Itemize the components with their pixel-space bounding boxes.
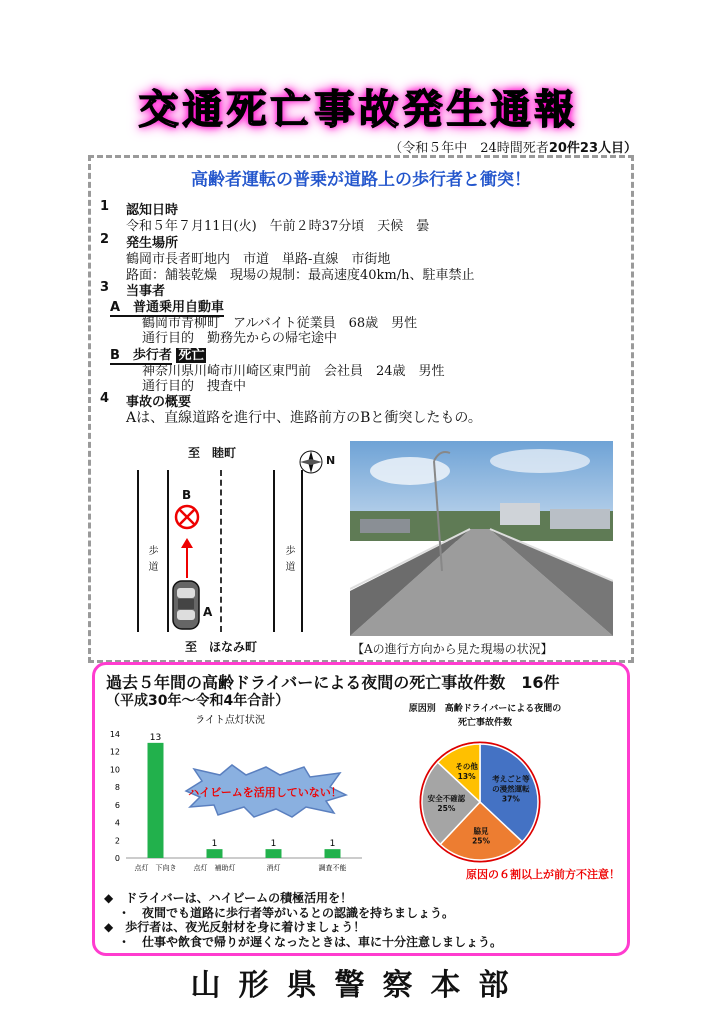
pie-slice-label: 13% bbox=[457, 772, 476, 782]
compass-north-label: N bbox=[326, 454, 336, 467]
note-4: ・ 仕事や飲食で帰りが遅くなったときは、車に十分注意しましょう。 bbox=[118, 935, 503, 949]
party-b-line1: 神奈川県川崎市川崎区東門前 会社員 24歳 男性 bbox=[142, 364, 445, 379]
bar-chart-title: ライト点灯状況 bbox=[195, 715, 265, 726]
scene-photo bbox=[350, 441, 613, 636]
sidewalk-right-label: 歩道 bbox=[283, 545, 294, 577]
pie-title bbox=[380, 702, 590, 730]
bar-chart-y-tick: 12 bbox=[109, 747, 120, 757]
section-3-num: 3 bbox=[100, 280, 110, 295]
highbeam-burst-text: ハイビームを活用していない！ bbox=[188, 786, 342, 799]
bar-chart-y-tick: 14 bbox=[109, 730, 120, 739]
road-edge-left bbox=[167, 470, 169, 632]
section-2-title: 発生場所 bbox=[126, 236, 179, 251]
bar-chart-category-label: 消灯 bbox=[266, 864, 281, 872]
section-1-title: 認知日時 bbox=[126, 203, 179, 218]
bar-chart-value-label: 1 bbox=[211, 839, 218, 850]
note-2: ・ 夜間でも道路に歩行者等がいるとの認識を持ちましょう。 bbox=[118, 906, 455, 920]
subtitle bbox=[389, 137, 637, 156]
road-edge-right bbox=[273, 470, 275, 632]
section-2-num: 2 bbox=[100, 232, 110, 247]
bar-chart-y-tick: 10 bbox=[109, 765, 120, 775]
bar-chart-y-tick: 4 bbox=[114, 818, 120, 828]
pie-slice-label: 考えごと等 bbox=[492, 774, 530, 784]
highbeam-burst bbox=[180, 763, 350, 819]
party-a-line1: 鶴岡市青柳町 アルバイト従業員 68歳 男性 bbox=[142, 316, 418, 331]
stats-title: 過去５年間の高齢ドライバーによる夜間の死亡事故件数 16件 bbox=[106, 673, 560, 692]
section-2-line1: 鶴岡市長者町地内 市道 単路-直線 市街地 bbox=[126, 252, 391, 267]
compass-icon bbox=[298, 449, 324, 475]
party-b-line2: 通行目的 捜査中 bbox=[142, 379, 247, 394]
car-label-a: A bbox=[203, 605, 213, 619]
main-title: 交通死亡事故発生通報 bbox=[138, 87, 579, 133]
pie-slice-label: その他 bbox=[455, 762, 478, 772]
bar-chart-bar bbox=[266, 849, 282, 858]
party-b-label: B 歩行者 bbox=[110, 348, 172, 363]
headline: 高齢者運転の普乗が道路上の歩行者と衝突！ bbox=[191, 170, 531, 190]
pedestrian-label-b: B bbox=[182, 488, 192, 502]
section-4-num: 4 bbox=[100, 391, 110, 406]
pie-slice-label: 37% bbox=[501, 794, 520, 804]
bar-chart-y-tick: 0 bbox=[114, 854, 120, 863]
subtitle-prefix: （令和５年中 24時間死者 bbox=[389, 141, 549, 156]
bar-chart-y-tick: 8 bbox=[114, 783, 120, 793]
pie-slice-label: 25% bbox=[437, 804, 456, 814]
diagram-direction-bottom: 至 ほなみ町 bbox=[185, 640, 258, 654]
photo-caption: 【Aの進行方向から見た現場の状況】 bbox=[352, 642, 553, 656]
bar-chart-value-label: 1 bbox=[329, 839, 336, 850]
section-3-title: 当事者 bbox=[126, 284, 166, 299]
road-center-line bbox=[220, 470, 224, 632]
section-1-num: 1 bbox=[100, 199, 110, 214]
pie-title-line1: 原因別 高齢ドライバーによる夜間の bbox=[408, 704, 562, 714]
bar-chart-category-label: 点灯 補助灯 bbox=[193, 864, 236, 872]
bar-chart-bar bbox=[325, 849, 341, 858]
pie-slice-label: の漫然運転 bbox=[492, 784, 530, 794]
road-edge-left-outer bbox=[137, 470, 139, 632]
car-icon bbox=[171, 580, 201, 630]
diagram-direction-top: 至 睦町 bbox=[188, 446, 237, 460]
sidewalk-left-label: 歩道 bbox=[146, 545, 157, 577]
section-4-line: Aは、直線道路を進行中、進路前方のBと衝突したもの。 bbox=[126, 410, 482, 426]
pie-chart bbox=[412, 738, 562, 868]
pie-note: 原因の６割以上が前方不注意！ bbox=[466, 868, 620, 881]
note-1: ◆ ドライバーは、ハイビームの積極活用を！ bbox=[104, 891, 353, 905]
stats-range: （平成30年～令和4年合計） bbox=[106, 693, 290, 709]
subtitle-count: 20件23人目） bbox=[548, 141, 637, 156]
travel-arrow-icon bbox=[180, 538, 194, 578]
pie-title-line2: 死亡事故件数 bbox=[457, 718, 512, 728]
party-a-label: A 普通乗用自動車 bbox=[110, 300, 225, 315]
bar-chart-bar bbox=[148, 743, 164, 858]
accident-diagram bbox=[110, 440, 345, 655]
bar-chart-value-label: 1 bbox=[270, 839, 277, 850]
footer-org: 山形県警察本部 bbox=[190, 968, 527, 1003]
bar-chart-value-label: 13 bbox=[149, 732, 162, 743]
collision-mark-icon bbox=[172, 502, 202, 532]
bar-chart-category-label: 点灯 下向き bbox=[134, 864, 177, 872]
fatality-badge: 死亡 bbox=[178, 348, 205, 363]
bar-chart-y-tick: 2 bbox=[114, 836, 120, 846]
bar-chart-bar bbox=[207, 849, 223, 858]
bar-chart-y-tick: 6 bbox=[114, 800, 120, 810]
pie-slice-label: 脇見 bbox=[473, 826, 489, 836]
pie-slice-label: 25% bbox=[472, 836, 491, 846]
bar-chart-category-label: 調査不能 bbox=[318, 864, 347, 872]
section-4-title: 事故の概要 bbox=[126, 395, 192, 410]
pie-slice-label: 安全不確認 bbox=[427, 794, 466, 804]
section-1-line: 令和５年７月11日(火) 午前２時37分頃 天候 曇 bbox=[126, 219, 430, 234]
road-edge-right-outer bbox=[301, 470, 303, 632]
party-a-line2: 通行目的 勤務先からの帰宅途中 bbox=[142, 331, 338, 346]
section-2-line2: 路面：舗装乾燥 現場の規制：最高速度40km/h、駐車禁止 bbox=[126, 268, 475, 283]
note-3: ◆ 歩行者は、夜光反射材を身に着けましょう！ bbox=[104, 920, 366, 934]
